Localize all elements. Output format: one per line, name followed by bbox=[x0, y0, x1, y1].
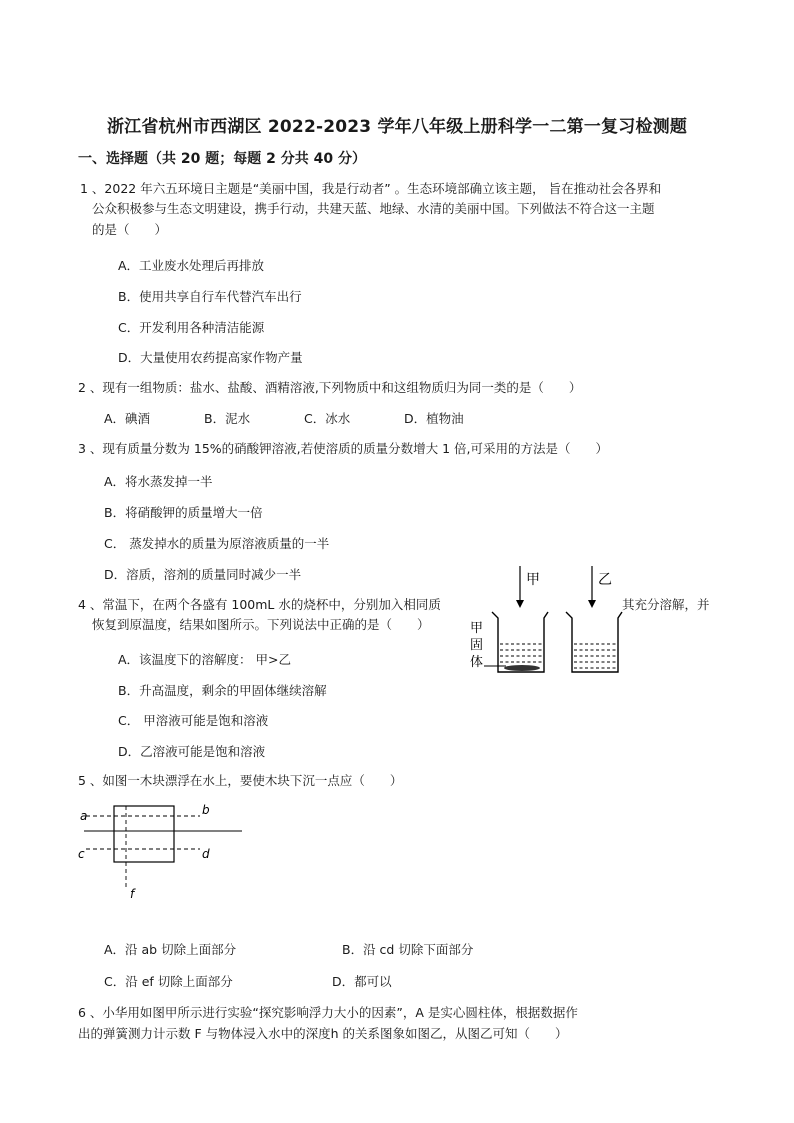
wood-block bbox=[114, 806, 174, 862]
beaker-yi bbox=[566, 566, 622, 672]
section-heading: 一、选择题（共 20 题；每题 2 分共 40 分） bbox=[78, 151, 366, 167]
q3-stem: 3 、现有质量分数为 15%的硝酸钾溶液,若使溶质的质量分数增大 1 倍,可采用的方法是（ ） bbox=[78, 441, 609, 456]
label-d: d bbox=[202, 847, 210, 861]
q4-stem-line2: 恢复到原温度，结果如图所示。下列说法中正确的是（ ） bbox=[92, 617, 430, 632]
q1-option-b: B．使用共享自行车代替汽车出行 bbox=[118, 289, 302, 304]
q4-option-a: A．该温度下的溶解度： 甲>乙 bbox=[118, 652, 291, 667]
q2-option-a: A．碘酒 bbox=[104, 411, 151, 426]
label-c: c bbox=[78, 847, 85, 861]
q2-stem: 2 、现有一组物质：盐水、盐酸、酒精溶液,下列物质中和这组物质归为同一类的是（ ） bbox=[78, 380, 582, 395]
q5-stem: 5 、如图一木块漂浮在水上，要使木块下沉一点应（ ） bbox=[78, 773, 403, 788]
label-f: f bbox=[130, 887, 135, 901]
q5-option-b: B．沿 cd 切除下面部分 bbox=[342, 942, 474, 957]
q3-option-d: D．溶质，溶剂的质量同时减少一半 bbox=[104, 567, 302, 582]
q4-beaker-figure bbox=[462, 562, 722, 682]
q4-option-b: B．升高温度，剩余的甲固体继续溶解 bbox=[118, 683, 327, 698]
exam-title: 浙江省杭州市西湖区 2022-2023 学年八年级上册科学一二第一复习检测题 bbox=[106, 117, 688, 137]
q2-option-c: C．冰水 bbox=[304, 411, 351, 426]
q2-option-b: B．泥水 bbox=[204, 411, 251, 426]
q5-option-d: D．都可以 bbox=[332, 974, 392, 989]
q1-option-d: D．大量使用农药提高家作物产量 bbox=[118, 350, 303, 365]
q4-stem-line1: 4 、常温下，在两个各盛有 100mL 水的烧杯中，分别加入相同质 bbox=[78, 597, 441, 612]
q1-option-a: A．工业废水处理后再排放 bbox=[118, 258, 265, 273]
q4-option-d: D．乙溶液可能是饱和溶液 bbox=[118, 744, 266, 759]
solid-label-1: 甲 bbox=[470, 621, 484, 636]
q1-stem-line1: 1 、2022 年六五环境日主题是“美丽中国，我是行动者” 。生态环境部确立该主题， 旨在推动社会各界和 bbox=[80, 181, 662, 196]
beaker-jia-label: 甲 bbox=[526, 572, 540, 588]
q3-option-a: A．将水蒸发掉一半 bbox=[104, 474, 213, 489]
q5-option-c: C．沿 ef 切除上面部分 bbox=[104, 974, 233, 989]
q6-stem-line1: 6 、小华用如图甲所示进行实验“探究影响浮力大小的因素”，A 是实心圆柱体，根据数据作 bbox=[78, 1005, 578, 1020]
q4-stem-line1-end: 其充分溶解，并 bbox=[622, 597, 710, 612]
solid-label-3: 体 bbox=[470, 655, 484, 670]
q3-option-c: C． 蒸发掉水的质量为原溶液质量的一半 bbox=[104, 536, 330, 551]
beaker-yi-label: 乙 bbox=[598, 572, 612, 588]
q1-stem-line2: 公众积极参与生态文明建设，携手行动，共建天蓝、地绿、水清的美丽中国。下列做法不符合这一主题 bbox=[92, 201, 655, 216]
q5-wood-block-figure bbox=[74, 800, 254, 910]
q4-option-c: C． 甲溶液可能是饱和溶液 bbox=[118, 713, 269, 728]
q3-option-b: B．将硝酸钾的质量增大一倍 bbox=[104, 505, 263, 520]
label-b: b bbox=[202, 803, 210, 817]
beaker-jia bbox=[484, 566, 548, 672]
label-a: a bbox=[80, 809, 88, 823]
q1-stem-line3: 的是（ ） bbox=[92, 222, 168, 237]
q5-option-a: A．沿 ab 切除上面部分 bbox=[104, 942, 237, 957]
q1-option-c: C．开发利用各种清洁能源 bbox=[118, 320, 265, 335]
q2-option-d: D．植物油 bbox=[404, 411, 464, 426]
q6-stem-line2: 出的弹簧测力计示数 F 与物体浸入水中的深度h 的关系图象如图乙，从图乙可知（ ） bbox=[78, 1026, 568, 1041]
solid-label-2: 固 bbox=[470, 638, 484, 653]
